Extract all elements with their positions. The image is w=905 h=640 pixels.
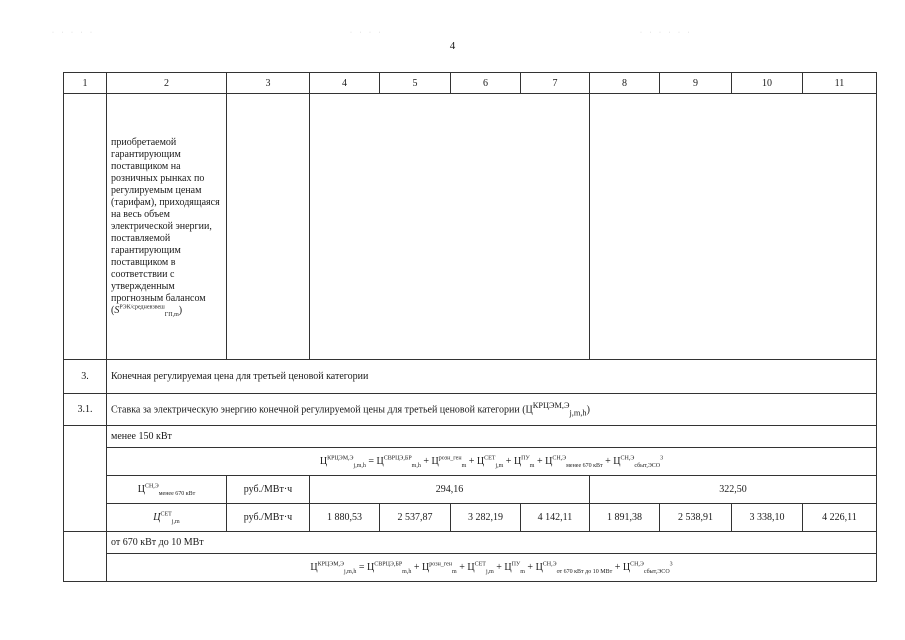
formula-row — [64, 554, 877, 582]
price-formula: $Ц^{КРЦЭМ,Э}_{j,m,h} = Ц^{СВРЦЭ,БР}_{m,h} + Ц^{розн\_ген}_m + Ц^{СЕТ}_{j,m} + Ц^{ПУ}_m + Ц^{СН,Э}_{от 670 кВт до 10 МВт} + Ц^{СН,Э}_{сбыт,ЭСО}^3$ — [107, 554, 877, 582]
scan-artifact: · · · · · · — [640, 30, 693, 36]
value-cell: 2 537,87 — [380, 504, 451, 532]
column-number: 11 — [803, 73, 877, 94]
scan-artifact: · · · · · — [52, 30, 95, 36]
continued-row — [64, 94, 877, 360]
section-title: Конечная регулируемая цена для третьей ценовой категории — [107, 360, 877, 394]
value-cell: 3 282,19 — [451, 504, 521, 532]
formula-row — [64, 448, 877, 476]
section-row-3 — [64, 360, 877, 394]
network-tariff-row — [64, 504, 877, 532]
value-cell: 3 338,10 — [732, 504, 803, 532]
section-row-3-1 — [64, 394, 877, 426]
column-number: 6 — [451, 73, 521, 94]
variable-symbol: $Ц^{СН,Э}_{менее 670 кВт}$ — [107, 476, 227, 504]
value-cell: 1 891,38 — [590, 504, 660, 532]
value-cell: 294,16 — [310, 476, 590, 504]
value-cell: 322,50 — [590, 476, 877, 504]
column-number: 2 — [107, 73, 227, 94]
section-number: 3. — [64, 360, 107, 394]
value-cell: 2 538,91 — [660, 504, 732, 532]
unit-cell: руб./МВт·ч — [227, 476, 310, 504]
band-label: от 670 кВт до 10 МВт — [107, 532, 877, 554]
scan-artifact: · · · · — [350, 30, 384, 36]
value-cell: 1 880,53 — [310, 504, 380, 532]
sales-markup-row — [64, 476, 877, 504]
value-cell: 4 226,11 — [803, 504, 877, 532]
value-cell: 4 142,11 — [521, 504, 590, 532]
column-number: 7 — [521, 73, 590, 94]
column-number: 3 — [227, 73, 310, 94]
band-label-row — [64, 426, 877, 448]
column-number: 8 — [590, 73, 660, 94]
band-label-row — [64, 532, 877, 554]
column-number: 10 — [732, 73, 803, 94]
unit-cell: руб./МВт·ч — [227, 504, 310, 532]
column-number: 5 — [380, 73, 451, 94]
continued-description: приобретаемой гарантирующим поставщиком на розничных рынках по регулируемым ценам (тарифам), приходящаяся на весь объем электрической энергии, поставляемой гарантирующим поставщиком в соответствии с утвержденным прогнозным балансом $(S^{РЭК/средневзвеш}_{ГП,m})$ — [107, 94, 227, 360]
variable-symbol: $Ц^{СЕТ}_{j,m}$ — [107, 504, 227, 532]
tariff-table — [63, 72, 877, 582]
column-number: 1 — [64, 73, 107, 94]
price-formula: $Ц^{КРЦЭМ,Э}_{j,m,h} = Ц^{СВРЦЭ,БР}_{m,h} + Ц^{розн\_ген}_m + Ц^{СЕТ}_{j,m} + Ц^{ПУ}_m + Ц^{СН,Э}_{менее 670 кВт} + Ц^{СН,Э}_{сбыт,ЭСО}^3$ — [107, 448, 877, 476]
column-number: 4 — [310, 73, 380, 94]
column-number: 9 — [660, 73, 732, 94]
page-number: 4 — [449, 40, 456, 52]
section-number: 3.1. — [64, 394, 107, 426]
band-label: менее 150 кВт — [107, 426, 877, 448]
section-title: Ставка за электрическую энергию конечной регулируемой цены для третьей ценовой категории $(Ц^{КРЦЭМ,Э}_{j,m,h})$ — [107, 394, 877, 426]
column-number-row — [64, 73, 877, 94]
